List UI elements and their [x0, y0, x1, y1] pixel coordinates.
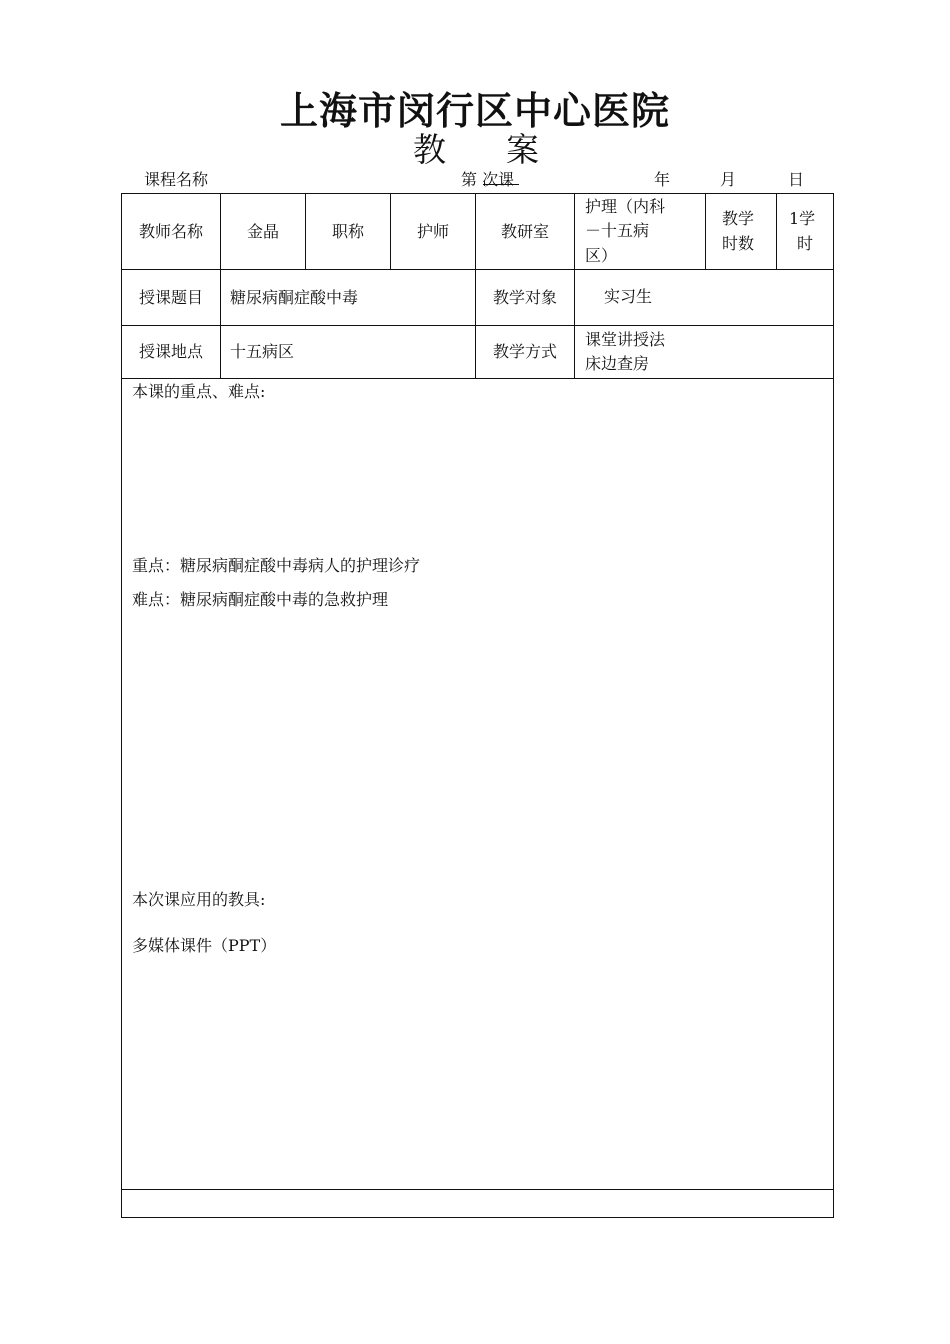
method-label: 教学方式	[492, 342, 557, 361]
col-divider-g	[776, 194, 777, 269]
month-label: 月	[720, 170, 737, 189]
topic-label: 授课题目	[138, 287, 203, 307]
hours-value-line-2: 时	[797, 234, 814, 253]
lesson-number-blank[interactable]	[483, 169, 519, 185]
lesson-prefix: 第	[461, 170, 478, 189]
lesson-number-label	[461, 169, 514, 191]
method-line-1: 课堂讲授法	[585, 330, 666, 349]
hospital-name: 上海市闵行区中心医院	[279, 89, 670, 133]
topic-value: 糖尿病酮症酸中毒	[230, 287, 359, 307]
footer-divider	[122, 1189, 833, 1190]
row-divider-3	[122, 378, 833, 379]
dept-label: 教研室	[500, 221, 549, 241]
dept-value-line-2: －十五病	[585, 221, 650, 240]
course-meta-line	[0, 169, 950, 191]
location-label: 授课地点	[138, 342, 203, 361]
doc-title-char-1: 教	[413, 130, 446, 169]
key-points-heading: 本课的重点、难点:	[132, 382, 266, 401]
audience-value: 实习生	[604, 287, 653, 306]
difficult-point-text: 难点：糖尿病酮症酸中毒的急救护理	[132, 590, 389, 609]
teacher-label: 教师名称	[138, 221, 203, 241]
year-label: 年	[654, 170, 671, 189]
document-title	[0, 130, 950, 170]
hours-value-line-1: 1学	[789, 209, 816, 228]
teacher-value: 金晶	[246, 221, 279, 241]
location-value: 十五病区	[230, 342, 295, 361]
key-point-text: 重点：糖尿病酮症酸中毒病人的护理诊疗	[132, 556, 421, 575]
lesson-plan-table	[121, 193, 834, 1218]
hours-label-line-1: 教学	[722, 209, 755, 228]
title-label: 职称	[331, 221, 364, 241]
col-divider-e	[574, 194, 575, 378]
day-label: 日	[788, 170, 805, 189]
tools-heading: 本次课应用的教具:	[132, 890, 266, 909]
tools-value: 多媒体课件（PPT）	[132, 936, 277, 955]
doc-title-char-2: 案	[506, 130, 539, 169]
dept-value-line-3: 区）	[585, 246, 618, 265]
hours-label-line-2: 时数	[722, 234, 755, 253]
lesson-suffix: 次课	[482, 170, 515, 189]
col-divider-f	[705, 194, 706, 269]
method-line-2: 床边查房	[585, 354, 650, 373]
course-name-label: 课程名称	[144, 170, 209, 189]
title-value: 护师	[416, 221, 449, 241]
audience-label: 教学对象	[492, 287, 557, 307]
dept-value-line-1: 护理（内科	[585, 197, 666, 216]
